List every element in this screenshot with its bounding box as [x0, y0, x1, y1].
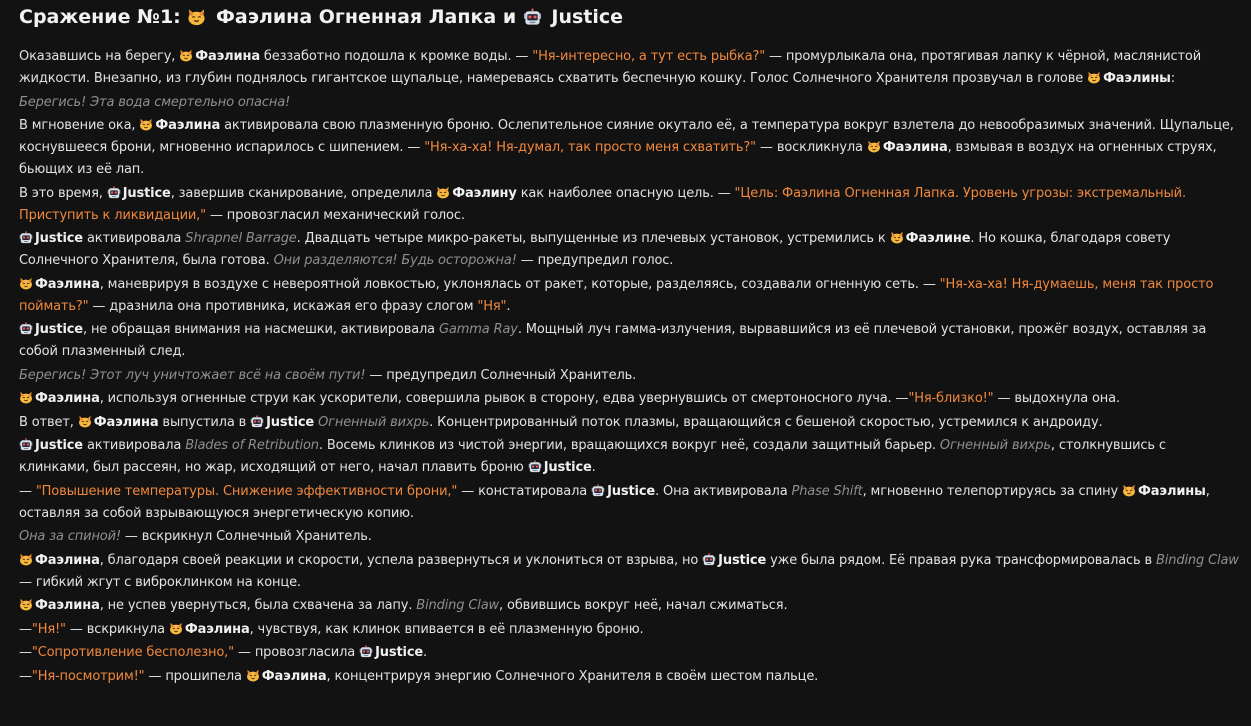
- robot-face-icon: [107, 185, 121, 198]
- narration-text: — вскрикнула: [65, 621, 169, 637]
- narration-text: — вскрикнул Солнечный Хранитель.: [120, 529, 372, 544]
- character-name-faelina: Фаэлину: [452, 185, 517, 201]
- narration-text: . Но кошка, благодаря совету Солнечного Хранителя, была готова.: [19, 231, 1171, 268]
- story-paragraph: [19, 619, 1239, 641]
- character-name-justice: Justice: [35, 231, 83, 246]
- story-paragraph: [19, 412, 1239, 434]
- character-name-justice: Justice: [375, 645, 424, 660]
- italic-phrase: Огненный вихрь: [939, 438, 1051, 453]
- dialogue-quote: "Ня!": [31, 621, 66, 637]
- title-fighter-2: Justice: [551, 6, 624, 28]
- italic-phrase: Берегись! Этот луч уничтожает всё на своём пути!: [19, 367, 366, 383]
- cat-face-icon: [1087, 70, 1101, 83]
- story-paragraph: [19, 435, 1239, 479]
- dialogue-quote: "Ня-ха-ха! Ня-думал, так просто меня схватить?": [424, 140, 757, 155]
- character-name-faelina: Фаэлина: [184, 621, 250, 637]
- character-name-faelina: Фаэлины: [1103, 71, 1171, 86]
- narration-text: —: [19, 645, 32, 660]
- dialogue-quote: "Ня-ха-ха! Ня-думаешь, меня так просто поймать?": [19, 276, 1214, 314]
- story-paragraph: [19, 319, 1239, 363]
- dialogue-quote: "Ня-посмотрим!": [31, 668, 145, 684]
- narration-text: , благодаря своей реакции и скорости, успела развернуться и уклониться от взрыва, но: [99, 552, 703, 568]
- character-name-faelina: Фаэлина: [155, 118, 221, 133]
- narration-text: , не успев увернуться, была схвачена за лапу.: [99, 598, 417, 613]
- story-paragraph: [19, 115, 1239, 181]
- character-name-faelina: Фаэлина: [882, 140, 948, 155]
- narration-text: — промурлыкала она, протягивая лапку к чёрной, маслянистой жидкости. Внезапно, из глубин поднялось гигантское щупальце, намереваясь схватить беспечную кошку. Голос Солнечного Хранителя прозвучал в голове: [19, 49, 1202, 86]
- character-name-faelina: Фаэлины: [1138, 483, 1206, 499]
- story-paragraph: [19, 365, 1239, 387]
- narration-text: , взмывая в воздух на огненных струях, бьющих из её лап.: [19, 140, 1217, 177]
- narration-text: — предупредил Солнечный Хранитель.: [365, 367, 637, 383]
- character-name-justice: Justice: [35, 438, 83, 453]
- narration-text: , не обращая внимания на насмешки, активировала: [82, 322, 439, 337]
- cat-face-icon: [139, 117, 153, 130]
- narration-text: — выдохнула она.: [993, 391, 1120, 406]
- cat-face-icon: [19, 276, 33, 289]
- narration-text: —: [19, 483, 36, 499]
- narration-text: , завершив сканирование, определила: [170, 185, 437, 201]
- narration-text: выпустила в: [158, 414, 251, 430]
- cat-face-icon: [890, 230, 904, 243]
- character-name-faelina: Фаэлина: [35, 598, 100, 613]
- narration-text: В ответ,: [19, 414, 78, 430]
- narration-text: — констатировала: [457, 483, 592, 499]
- italic-phrase: Binding Claw: [416, 598, 500, 613]
- italic-phrase: Shrapnel Barrage: [185, 231, 297, 246]
- title-prefix: Сражение №1:: [19, 6, 181, 28]
- cat-face-icon: [169, 621, 183, 634]
- story-paragraph: [19, 642, 1239, 664]
- story-paragraph: [19, 388, 1239, 410]
- character-name-justice: Justice: [543, 460, 592, 475]
- title-and: и: [502, 6, 517, 28]
- narration-text: беззаботно подошла к кромке воды. —: [259, 49, 533, 64]
- narration-text: — гибкий жгут с виброклинком на конце.: [19, 574, 301, 590]
- italic-phrase: Binding Claw: [1156, 552, 1239, 568]
- story-paragraph: [19, 595, 1239, 617]
- narration-text: —: [19, 668, 32, 684]
- narration-text: . Двадцать четыре микро-ракеты, выпущенные из плечевых установок, устремились к: [296, 231, 890, 246]
- italic-phrase: Phase Shift: [791, 483, 863, 499]
- narration-text: , мгновенно телепортируясь за спину: [862, 483, 1123, 499]
- character-name-justice: Justice: [266, 414, 315, 430]
- story-paragraph: [19, 526, 1239, 548]
- cat-face-icon: [1122, 483, 1136, 496]
- dialogue-quote: "Ня": [477, 298, 507, 314]
- italic-phrase: Берегись! Эта вода смертельно опасна!: [19, 94, 291, 110]
- narration-text: активировала: [82, 438, 186, 453]
- robot-face-icon: [359, 644, 373, 657]
- narration-text: , маневрируя в воздухе с невероятной ловкостью, уклонялась от ракет, которые, разделяясь, создавали огненную сеть. —: [99, 276, 940, 292]
- narration-text: .: [423, 645, 428, 660]
- narration-text: , чувствуя, как клинок впивается в её плазменную броню.: [249, 621, 644, 637]
- narration-text: В мгновение ока,: [19, 118, 140, 133]
- title-fighter-1: Фаэлина Огненная Лапка: [216, 6, 497, 28]
- dialogue-quote: "Повышение температуры. Снижение эффективности брони,": [35, 483, 458, 499]
- character-name-faelina: Фаэлина: [93, 414, 159, 430]
- narration-text: , концентрируя энергию Солнечного Хранителя в своём шестом пальце.: [326, 668, 819, 684]
- narration-text: как наиболее опасную цель. —: [516, 185, 735, 201]
- story-paragraph: [19, 228, 1239, 272]
- narration-text: — прошипела: [144, 668, 246, 684]
- character-name-faelina: Фаэлина: [35, 276, 100, 292]
- robot-face-icon: [19, 230, 33, 243]
- battle-story: [19, 46, 1239, 688]
- robot-face-icon: [19, 321, 33, 334]
- cat-face-icon: [19, 597, 33, 610]
- narration-text: , используя огненные струи как ускорители, совершила рывок в сторону, едва увернувшись от смертоносного луча. —: [99, 391, 909, 406]
- dialogue-quote: "Ня-интересно, а тут есть рыбка?": [532, 49, 766, 64]
- dialogue-quote: "Сопротивление бесполезно,": [31, 645, 234, 660]
- narration-text: . Восемь клинков из чистой энергии, вращающихся вокруг неё, создали защитный барьер.: [318, 438, 940, 453]
- narration-text: , столкнувшись с клинками, был рассеян, но жар, исходящий от него, начал плавить броню: [19, 438, 1166, 475]
- character-name-faelina: Фаэлина: [195, 49, 260, 64]
- narration-text: — воскликнула: [756, 140, 867, 155]
- italic-phrase: Она за спиной!: [19, 529, 121, 544]
- robot-face-icon: [523, 7, 542, 25]
- italic-phrase: Gamma Ray: [439, 322, 518, 337]
- narration-text: . Мощный луч гамма-излучения, вырвавшийся из её плечевой установки, прожёг воздух, оставляя за собой плазменный след.: [19, 322, 1207, 359]
- narration-text: активировала свою плазменную броню. Ослепительное сияние окутало её, а температура вокруг взлетела до невообразимых значений. Щупальце, коснувшееся брони, мгновенно испарилось с шипением. —: [19, 118, 1234, 155]
- narration-text: В это время,: [19, 185, 107, 201]
- narration-text: — провозгласила: [234, 645, 360, 660]
- narration-text: — дразнила она противника, искажая его фразу слогом: [88, 298, 478, 314]
- character-name-justice: Justice: [35, 322, 83, 337]
- narration-text: , обвившись вокруг неё, начал сжиматься.: [499, 598, 788, 613]
- cat-face-icon: [19, 390, 33, 403]
- story-paragraph: [19, 550, 1239, 594]
- italic-phrase: Они разделяются! Будь осторожна!: [273, 253, 517, 268]
- robot-face-icon: [528, 459, 542, 472]
- narration-text: — провозгласил механический голос.: [205, 207, 465, 223]
- story-paragraph: [19, 46, 1239, 90]
- character-name-faelina: Фаэлина: [35, 552, 100, 568]
- cat-face-icon: [19, 552, 33, 565]
- narration-text: Оказавшись на берегу,: [19, 49, 180, 64]
- cat-face-icon: [78, 414, 92, 427]
- character-name-faelina: Фаэлине: [905, 231, 971, 246]
- narration-text: . Концентрированный поток плазмы, вращающийся с бешеной скоростью, устремился к андроиду.: [429, 414, 1103, 430]
- cat-face-icon: [179, 48, 193, 61]
- narration-text: — предупредил голос.: [516, 253, 674, 268]
- dialogue-quote: "Цель: Фаэлина Огненная Лапка. Уровень угрозы: экстремальный. Приступить к ликвидации,": [19, 185, 1186, 223]
- narration-text: :: [1170, 71, 1175, 86]
- story-paragraph: [19, 92, 1239, 114]
- character-name-justice: Justice: [607, 483, 656, 499]
- robot-face-icon: [19, 437, 33, 450]
- story-paragraph: [19, 274, 1239, 318]
- story-paragraph: [19, 481, 1239, 525]
- narration-text: —: [19, 621, 32, 637]
- dialogue-quote: "Ня-близко!": [908, 391, 994, 406]
- cat-face-icon: [187, 7, 206, 25]
- italic-phrase: Огненный вихрь: [318, 414, 430, 430]
- cat-face-icon: [867, 139, 881, 152]
- story-paragraph: [19, 666, 1239, 688]
- narration-text: .: [591, 460, 596, 475]
- narration-text: .: [506, 298, 511, 314]
- page-title: [19, 4, 1239, 30]
- cat-face-icon: [436, 185, 450, 198]
- robot-face-icon: [591, 483, 605, 496]
- character-name-justice: Justice: [122, 185, 171, 201]
- narration-text: . Она активировала: [655, 483, 792, 499]
- narration-text: , оставляя за собой взрывающуюся энергетическую копию.: [19, 483, 1210, 521]
- narration-text: уже была рядом. Её правая рука трансформировалась в: [766, 552, 1157, 568]
- cat-face-icon: [246, 668, 260, 681]
- robot-face-icon: [702, 552, 716, 565]
- robot-face-icon: [250, 414, 264, 427]
- character-name-faelina: Фаэлина: [35, 391, 100, 406]
- italic-phrase: Blades of Retribution: [185, 438, 319, 453]
- character-name-faelina: Фаэлина: [261, 668, 327, 684]
- narration-text: активировала: [82, 231, 186, 246]
- character-name-justice: Justice: [718, 552, 767, 568]
- story-paragraph: [19, 183, 1239, 227]
